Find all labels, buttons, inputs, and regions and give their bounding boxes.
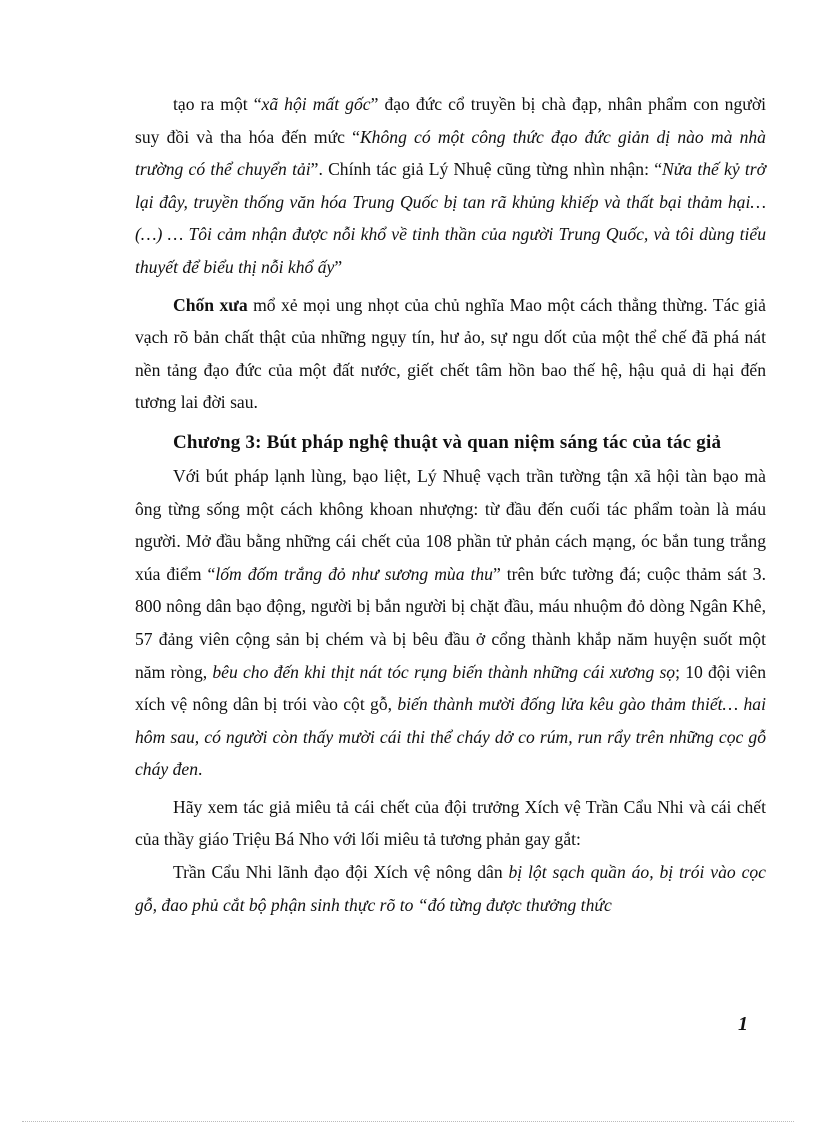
text-run: ; 10 đội viên xích vệ nông dân bị trói vào cột gỗ, xyxy=(135,661,766,715)
chapter-heading: Chương 3: Bút pháp nghệ thuật và quan niệm sáng tác của tác giả xyxy=(173,431,722,453)
text-run: Hãy xem tác giả miêu tả cái chết của đội trưởng Xích vệ Trần Cẩu Nhi và cái chết của thầy giáo Triệu Bá Nho với lối miêu tả tương phản gay gắt: xyxy=(135,796,766,850)
italic-quote: bêu cho đến khi thịt nát tóc rụng biến thành những cái xương sọ xyxy=(212,661,676,682)
body-text xyxy=(135,88,766,921)
text-run: Với bút pháp lạnh lùng, bạo liệt, Lý Nhuệ vạch trần tường tận xã hội tàn bạo mà ông từng sống một cách không khoan nhượng: từ đầu đến cuối tác phẩm toàn là máu người. Mở đầu bằng những cái chết của 108 phần tử phản cách mạng, óc bắn tung trắng xúa điểm “ xyxy=(135,465,766,584)
paragraph-3 xyxy=(135,460,766,786)
page-bottom-divider xyxy=(22,1121,794,1122)
text-run: tạo ra một “ xyxy=(173,94,262,114)
italic-quote: lốm đốm trắng đỏ như sương mùa thu xyxy=(215,563,493,584)
page-number: 1 xyxy=(738,1013,748,1035)
paragraph-1 xyxy=(135,88,766,284)
text-run: . xyxy=(198,759,203,780)
italic-quote: Không có một công thức đạo đức giản dị nào mà nhà trường có thể chuyển tải xyxy=(135,126,766,180)
italic-quote: xã hội mất gốc xyxy=(261,94,371,114)
text-run: ” xyxy=(334,256,343,277)
italic-quote: biến thành mười đống lửa kêu gào thảm thiết… hai hôm sau, có người còn thấy mười cái thi thể cháy dở co rúm, run rẩy trên những cọc gỗ cháy đen xyxy=(135,694,766,780)
paragraph-4 xyxy=(135,791,766,856)
italic-quote: Nửa thế kỷ trở lại đây, truyền thống văn hóa Trung Quốc bị tan rã khủng khiếp và thất bại thảm hại… (…) … Tôi cảm nhận được nỗi khổ về tinh thần của người Trung Quốc, và tôi dùng tiểu thuyết để biểu thị nỗi khổ ấy xyxy=(135,159,767,277)
text-run: mổ xẻ mọi ung nhọt của chủ nghĩa Mao một cách thẳng thừng. Tác giả vạch rõ bản chất thật của những ngụy tín, hư ảo, sự ngu dốt của một thể chế đã phá nát nền tảng đạo đức của một đất nước, giết chết tâm hồn bao thế hệ, hậu quả di hại đến tương lai đời sau. xyxy=(135,294,766,413)
paragraph-2 xyxy=(135,289,766,419)
italic-quote: bị lột sạch quần áo, bị trói vào cọc gỗ, đao phủ cắt bộ phận sinh thực rõ to “đó từng được thưởng thức xyxy=(135,862,766,915)
text-run: Trần Cẩu Nhi lãnh đạo đội Xích vệ nông dân xyxy=(173,862,509,883)
text-run: ”. Chính tác giả Lý Nhuệ cũng từng nhìn nhận: “ xyxy=(310,159,663,180)
bold-title: Chốn xưa xyxy=(173,294,248,315)
text-run: ” đạo đức cổ truyền bị chà đạp, nhân phẩm con người suy đồi và tha hóa đến mức “ xyxy=(135,94,767,147)
paragraph-5 xyxy=(135,856,766,921)
text-run: ” trên bức tường đá; cuộc thảm sát 3. 800 nông dân bạo động, người bị bắn người bị chặt đầu, máu nhuộm đỏ dòng Ngân Khê, 57 đảng viên cộng sản bị chém và bị bêu đầu ở cổng thành khắp năm huyện suốt một năm ròng, xyxy=(135,563,766,682)
